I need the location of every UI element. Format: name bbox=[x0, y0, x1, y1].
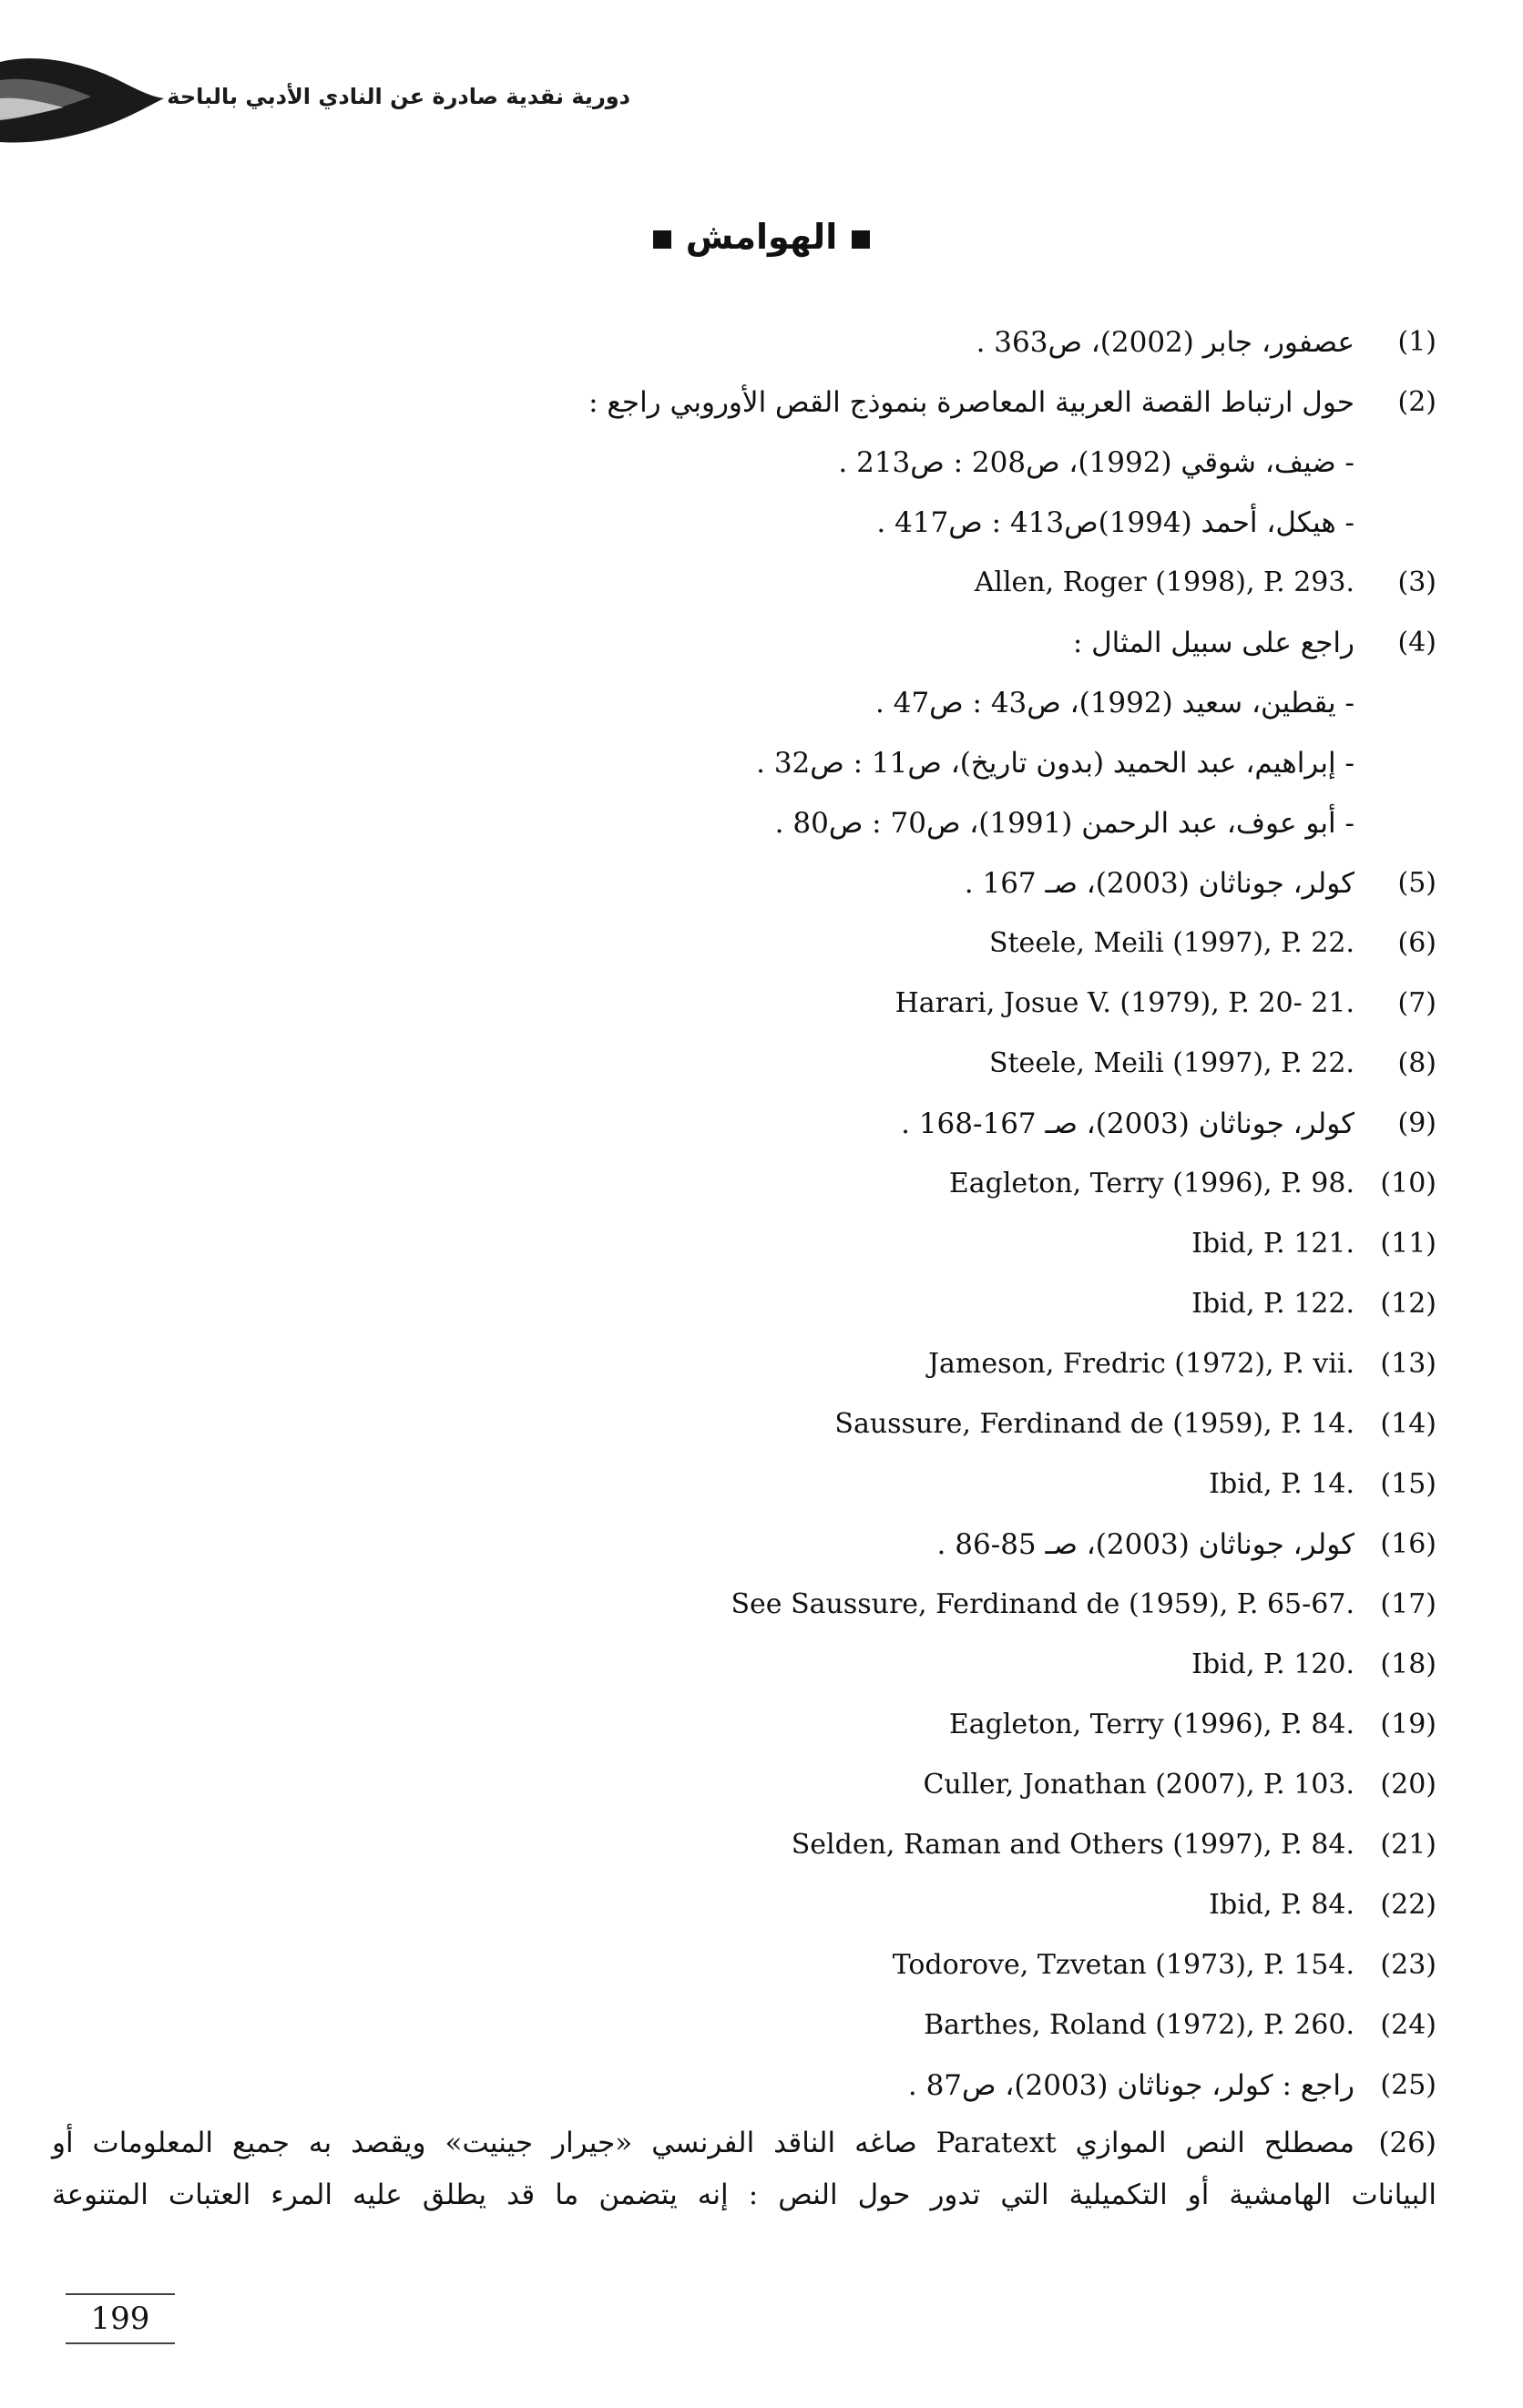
note-text: Culler, Jonathan (2007), P. 103. bbox=[923, 1769, 1354, 1801]
journal-logo bbox=[0, 53, 164, 153]
note-item bbox=[1073, 619, 1436, 667]
note-text: راجع : كولر، جوناثان (2003)، ص87 . bbox=[907, 2069, 1354, 2102]
note-text: Barthes, Roland (1972), P. 260. bbox=[924, 2009, 1354, 2041]
note-number: (5) bbox=[1397, 867, 1436, 899]
note-number: (15) bbox=[1380, 1468, 1436, 1500]
note-text: Ibid, P. 14. bbox=[1209, 1468, 1354, 1500]
note-number: (17) bbox=[1380, 1588, 1436, 1620]
square-bullet-icon bbox=[852, 230, 870, 249]
note-text: Ibid, P. 120. bbox=[1191, 1648, 1354, 1680]
note-text: Eagleton, Terry (1996), P. 98. bbox=[948, 1168, 1354, 1199]
note-item bbox=[924, 2002, 1436, 2049]
note-text: Selden, Raman and Others (1997), P. 84. bbox=[791, 1829, 1354, 1861]
note-26-line-2: البيانات الهامشية أو التكميلية التي تدور حول النص : إنه يتضمن ما قد يطلق عليه المرء العتبات المتنوعة bbox=[52, 2178, 1436, 2211]
note-number: (18) bbox=[1380, 1648, 1436, 1680]
note-text: Ibid, P. 122. bbox=[1191, 1288, 1354, 1320]
note-number: (10) bbox=[1380, 1168, 1436, 1199]
note-number: (12) bbox=[1380, 1288, 1436, 1320]
note-text: كولر، جوناثان (2003)، صـ 85-86 . bbox=[936, 1528, 1354, 1561]
note-number: (2) bbox=[1397, 386, 1436, 418]
note-text: Ibid, P. 84. bbox=[1209, 1889, 1354, 1921]
note-text: كولر، جوناثان (2003)، صـ 167-168 . bbox=[901, 1107, 1354, 1140]
note-number: (21) bbox=[1380, 1829, 1436, 1861]
note-number: (24) bbox=[1380, 2009, 1436, 2041]
note-item bbox=[731, 1581, 1437, 1628]
note-text: See Saussure, Ferdinand de (1959), P. 65-67. bbox=[731, 1588, 1354, 1620]
note-item bbox=[937, 1521, 1436, 1568]
note-item bbox=[989, 1040, 1436, 1087]
note-item bbox=[1191, 1220, 1436, 1268]
note-item bbox=[834, 1401, 1436, 1448]
square-bullet-icon bbox=[653, 230, 671, 249]
note-item bbox=[928, 1341, 1436, 1388]
note-item bbox=[989, 920, 1436, 967]
note-subitem: - أبو عوف، عبد الرحمن (1991)، ص70 : ص80 . bbox=[774, 807, 1354, 840]
note-number: (1) bbox=[1397, 326, 1436, 358]
note-number: (16) bbox=[1380, 1528, 1436, 1560]
note-26-line-1: مصطلح النص الموازي Paratext صاغه الناقد الفرنسي «جيرار جينيت» ويقصد به جميع المعلومات أو bbox=[52, 2127, 1354, 2159]
note-number: (7) bbox=[1397, 987, 1436, 1019]
note-number: (19) bbox=[1380, 1709, 1436, 1740]
note-subitem: - يقطين، سعيد (1992)، ص43 : ص47 . bbox=[875, 687, 1354, 719]
note-number: (25) bbox=[1380, 2069, 1436, 2101]
note-subitem: - إبراهيم، عبد الحميد (بدون تاريخ)، ص11 : ص32 . bbox=[756, 747, 1354, 780]
note-text: Jameson, Fredric (1972), P. vii. bbox=[927, 1348, 1354, 1380]
note-item bbox=[975, 559, 1436, 607]
note-item bbox=[949, 1701, 1436, 1749]
note-text: Steele, Meili (1997), P. 22. bbox=[988, 927, 1354, 959]
note-text: حول ارتباط القصة العربية المعاصرة بنموذج القص الأوروبي راجع : bbox=[588, 386, 1354, 419]
note-item bbox=[1191, 1281, 1436, 1328]
journal-header: دورية نقدية صادرة عن النادي الأدبي بالباحة bbox=[167, 84, 630, 109]
note-item bbox=[895, 980, 1436, 1027]
note-item bbox=[1209, 1461, 1436, 1508]
section-title-text: الهوامش bbox=[685, 217, 838, 257]
note-number: (11) bbox=[1380, 1228, 1436, 1260]
note-item bbox=[976, 319, 1436, 366]
note-number: (13) bbox=[1380, 1348, 1436, 1380]
note-subitem: - ضيف، شوقي (1992)، ص208 : ص213 . bbox=[838, 446, 1354, 479]
note-text: Steele, Meili (1997), P. 22. bbox=[988, 1047, 1354, 1079]
note-item bbox=[965, 860, 1436, 907]
note-text: كولر، جوناثان (2003)، صـ 167 . bbox=[964, 867, 1354, 900]
note-item bbox=[1209, 1882, 1436, 1929]
note-number: (8) bbox=[1397, 1047, 1436, 1079]
note-item bbox=[792, 1821, 1436, 1869]
section-title bbox=[0, 217, 1523, 257]
note-subitem: - هيكل، أحمد (1994)ص413 : ص417 . bbox=[876, 506, 1354, 539]
note-text: Todorove, Tzvetan (1973), P. 154. bbox=[892, 1949, 1354, 1981]
note-text: Eagleton, Terry (1996), P. 84. bbox=[948, 1709, 1354, 1740]
note-item bbox=[901, 1100, 1436, 1148]
note-number: (20) bbox=[1380, 1769, 1436, 1801]
note-text: Ibid, P. 121. bbox=[1191, 1228, 1354, 1260]
note-text: راجع على سبيل المثال : bbox=[1072, 627, 1354, 659]
note-text: Allen, Roger (1998), P. 293. bbox=[974, 566, 1354, 598]
note-text: عصفور، جابر (2002)، ص363 . bbox=[976, 326, 1354, 359]
note-item bbox=[908, 2062, 1436, 2109]
note-number: (14) bbox=[1380, 1408, 1436, 1440]
note-number: (26) bbox=[1378, 2127, 1436, 2159]
note-number: (4) bbox=[1397, 627, 1436, 658]
note-number: (3) bbox=[1397, 566, 1436, 598]
note-number: (6) bbox=[1397, 927, 1436, 959]
note-item bbox=[923, 1761, 1436, 1809]
note-number: (9) bbox=[1397, 1107, 1436, 1139]
note-item bbox=[1191, 1641, 1436, 1689]
note-number: (22) bbox=[1380, 1889, 1436, 1921]
note-number: (23) bbox=[1380, 1949, 1436, 1981]
page-number: 199 bbox=[66, 2293, 175, 2344]
note-item bbox=[588, 379, 1436, 426]
note-26 bbox=[52, 2117, 1436, 2221]
note-item bbox=[893, 1942, 1436, 1989]
note-item bbox=[949, 1160, 1436, 1208]
note-text: Saussure, Ferdinand de (1959), P. 14. bbox=[834, 1408, 1354, 1440]
note-text: Harari, Josue V. (1979), P. 20- 21. bbox=[894, 987, 1354, 1019]
